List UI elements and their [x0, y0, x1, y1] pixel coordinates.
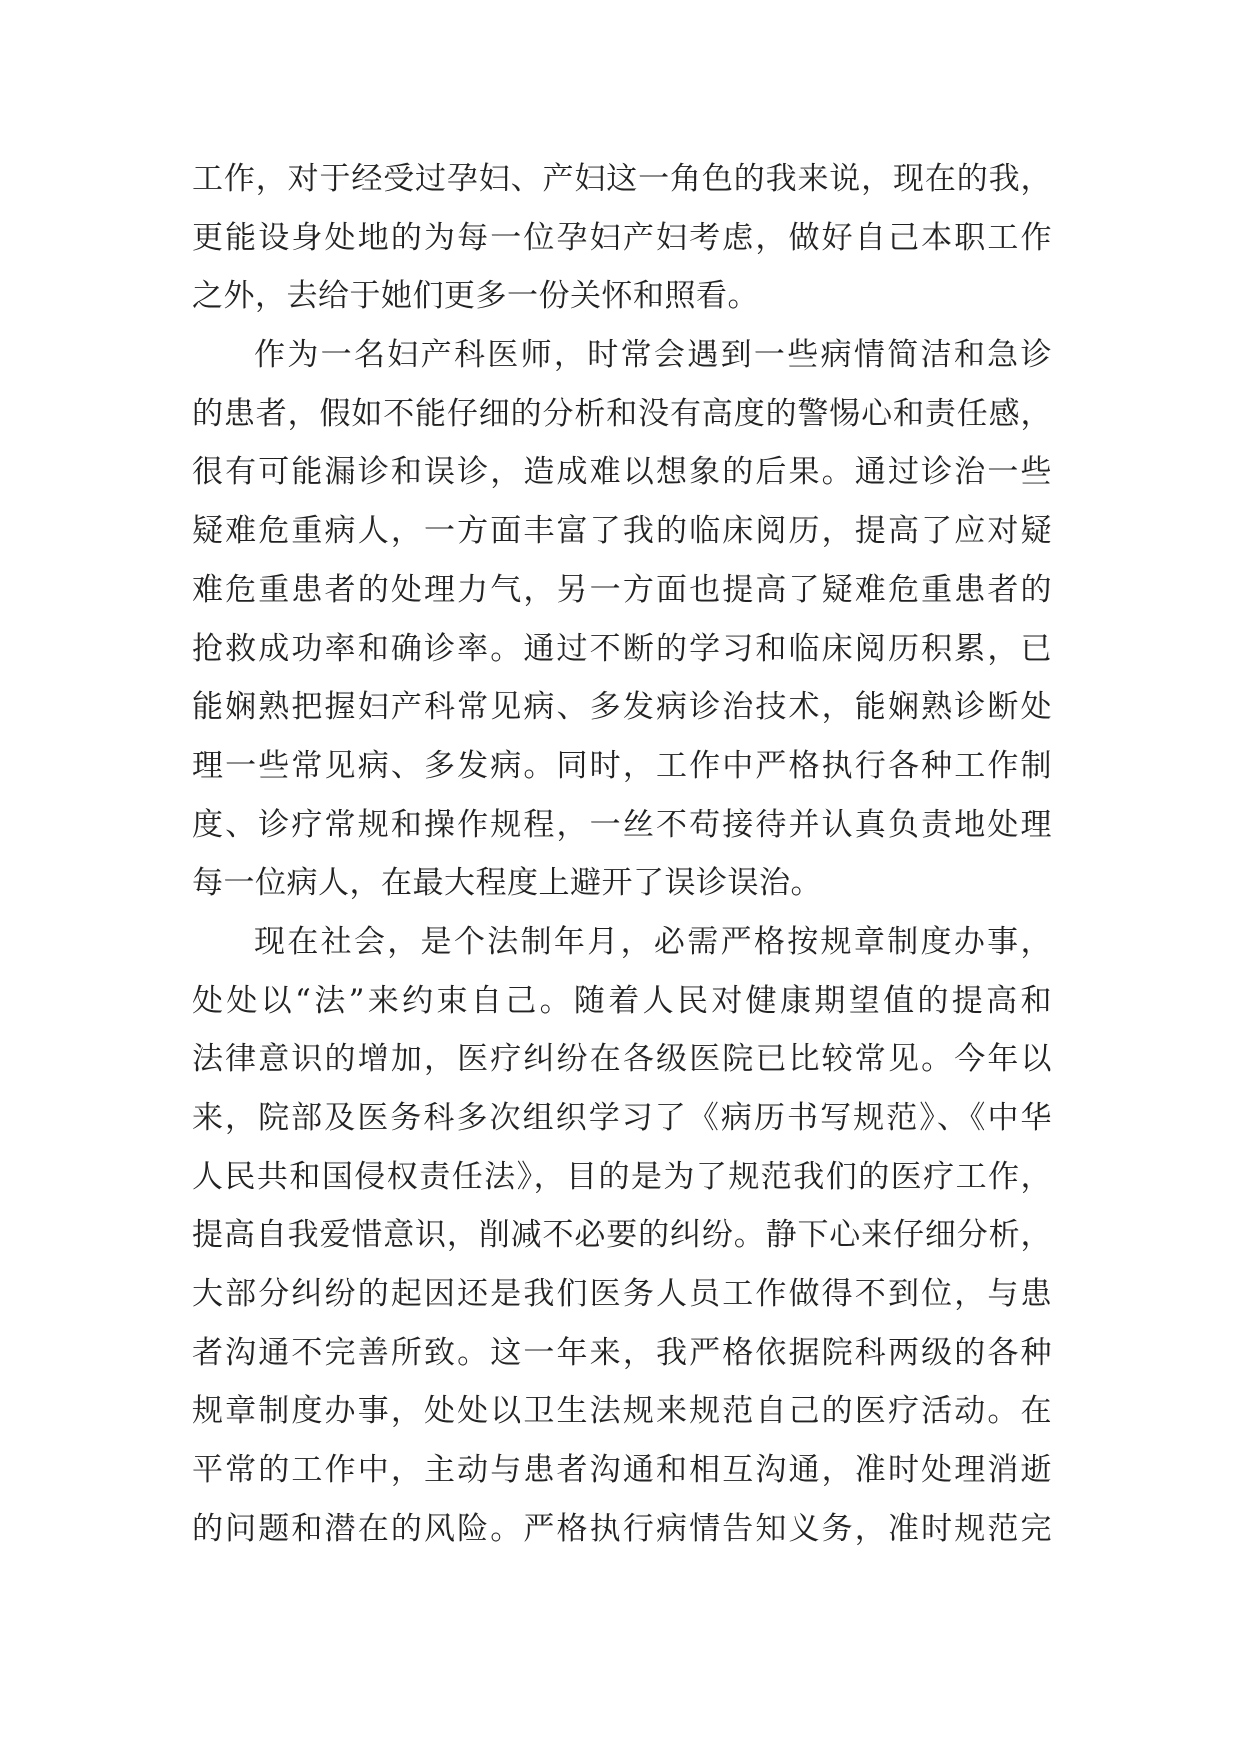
text-line: 来，院部及医务科多次组织学习了《病历书写规范》、《中华: [192, 1100, 1052, 1136]
text-line: 很有可能漏诊和误诊，造成难以想象的后果。通过诊治一些: [192, 454, 1052, 491]
document-body: [192, 150, 1052, 1559]
text-line: 大部分纠纷的起因还是我们医务人员工作做得不到位，与患: [192, 1276, 1052, 1313]
text-line: 规章制度办事，处处以卫生法规来规范自己的医疗活动。在: [192, 1393, 1052, 1430]
text-line: 现在社会，是个法制年月，必需严格按规章制度办事，: [254, 923, 1052, 960]
text-line: 的患者，假如不能仔细的分析和没有高度的警惕心和责任感，: [192, 395, 1052, 432]
text-line: 每一位病人，在最大程度上避开了误诊误治。: [192, 865, 822, 902]
text-line: 度、诊疗常规和操作规程，一丝不苟接待并认真负责地处理: [192, 806, 1052, 843]
text-line: 平常的工作中，主动与患者沟通和相互沟通，准时处理消逝: [192, 1452, 1052, 1489]
text-line: 者沟通不完善所致。这一年来，我严格依据院科两级的各种: [192, 1334, 1052, 1371]
text-line: 提高自我爱惜意识，削减不必要的纠纷。静下心来仔细分析，: [192, 1217, 1052, 1254]
text-line: 难危重患者的处理力气，另一方面也提高了疑难危重患者的: [192, 571, 1052, 608]
text-line: 法律意识的增加，医疗纠纷在各级医院已比较常见。今年以: [192, 1041, 1052, 1078]
text-line: 理一些常见病、多发病。同时，工作中严格执行各种工作制: [192, 747, 1052, 784]
text-line: 工作，对于经受过孕妇、产妇这一角色的我来说，现在的我，: [192, 161, 1052, 197]
text-line: 能娴熟把握妇产科常见病、多发病诊治技术，能娴熟诊断处: [192, 689, 1052, 726]
text-line: 的问题和潜在的风险。严格执行病情告知义务，准时规范完: [192, 1510, 1052, 1547]
text-line: 抢救成功率和确诊率。通过不断的学习和临床阅历积累，已: [192, 630, 1052, 667]
text-line: 更能设身处地的为每一位孕妇产妇考虑，做好自己本职工作: [192, 219, 1052, 256]
text-line: 人民共和国侵权责任法》，目的是为了规范我们的医疗工作，: [192, 1158, 1052, 1195]
text-line: 作为一名妇产科医师，时常会遇到一些病情简洁和急诊: [254, 337, 1052, 374]
text-line: 之外，去给于她们更多一份关怀和照看。: [192, 278, 759, 315]
text-line: 处处以“法”来约束自己。随着人民对健康期望值的提高和: [192, 982, 1052, 1019]
text-line: 疑难危重病人，一方面丰富了我的临床阅历，提高了应对疑: [192, 513, 1052, 550]
